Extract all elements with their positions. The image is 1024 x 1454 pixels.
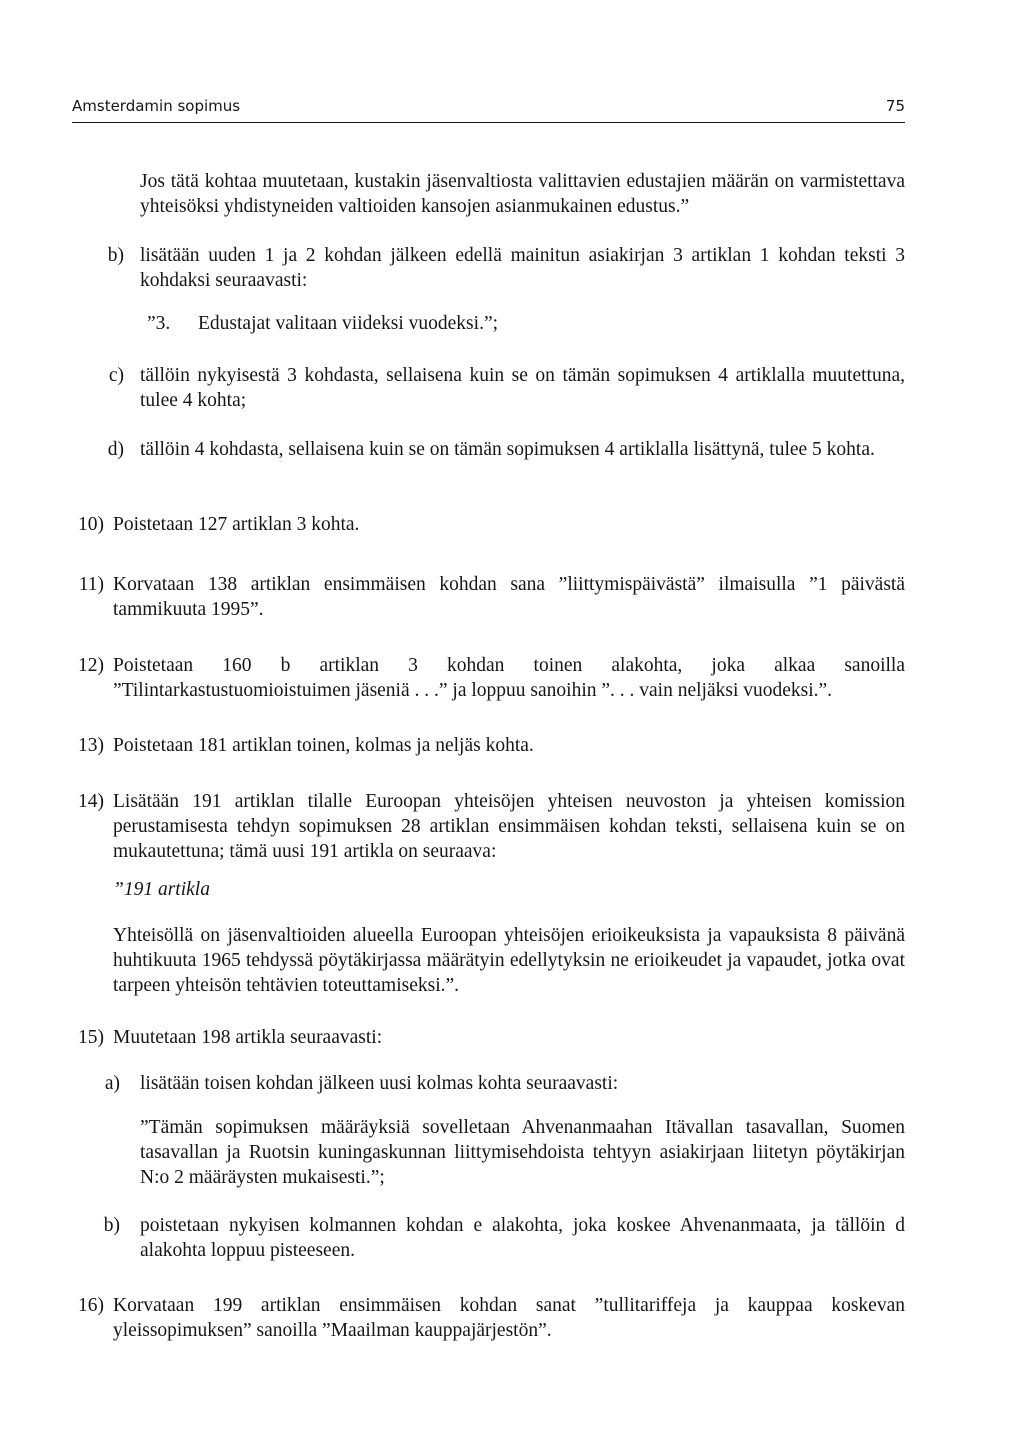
item-12-text: Poistetaan 160 b artiklan 3 kohdan toinen alakohta, joka alkaa sanoilla ”Tilintarkastustuomioistuimen jäseniä . . .” ja loppuu sanoihin ”. . . vain neljäksi vuodeksi.”. bbox=[113, 655, 905, 701]
item-12-number: 12) bbox=[78, 655, 104, 676]
item-11-text: Korvataan 138 artiklan ensimmäisen kohdan sana ”liittymispäivästä” ilmaisulla ”1 päivästä tammikuuta 1995”. bbox=[113, 574, 905, 620]
item-15b-text: poistetaan nykyisen kolmannen kohdan e alakohta, joka koskee Ahvenanmaata, ja tällöin d alakohta loppuu pisteeseen. bbox=[140, 1215, 905, 1261]
item-13-text: Poistetaan 181 artiklan toinen, kolmas ja neljäs kohta. bbox=[113, 735, 534, 756]
item-13-number: 13) bbox=[78, 735, 104, 756]
running-title: Amsterdamin sopimus bbox=[72, 97, 241, 115]
article-text: Yhteisöllä on jäsenvaltioiden alueella Euroopan yhteisöjen erioikeuksista ja vapauksista 8 päivänä huhtikuuta 1965 tehdyssä pöytäkirjassa määrätyin edellytyksin ne erioikeudet ja vapaudet, jotka ovat tarpeen yhteisön tehtävien toteuttamiseksi.”. bbox=[113, 925, 905, 996]
item-9d-marker: d) bbox=[107, 439, 124, 460]
item-9b-text: lisätään uuden 1 ja 2 kohdan jälkeen edellä mainitun asiakirjan 3 artiklan 1 kohdan teksti 3 kohdaksi seuraavasti: bbox=[140, 245, 905, 291]
item-15-number: 15) bbox=[78, 1027, 104, 1048]
article-heading: ”191 artikla bbox=[113, 879, 210, 900]
item-16-text: Korvataan 199 artiklan ensimmäisen kohdan sanat ”tullitariffeja ja kauppaa koskevan yleissopimuksen” sanoilla ”Maailman kauppajärjestön”. bbox=[113, 1295, 905, 1341]
item-9d-text: tällöin 4 kohdasta, sellaisena kuin se on tämän sopimuksen 4 artiklalla lisättynä, tulee 5 kohta. bbox=[140, 439, 875, 460]
page-number: 75 bbox=[885, 97, 905, 115]
item-9c-text: tällöin nykyisestä 3 kohdasta, sellaisena kuin se on tämän sopimuksen 4 artiklalla muutettuna, tulee 4 kohta; bbox=[140, 365, 905, 411]
item-14-number: 14) bbox=[78, 791, 104, 812]
item-11-number: 11) bbox=[78, 574, 104, 595]
page-header bbox=[72, 94, 905, 123]
item-9c-marker: c) bbox=[108, 365, 124, 386]
item-14-text: Lisätään 191 artiklan tilalle Euroopan yhteisöjen yhteisen neuvoston ja yhteisen komission perustamisesta tehdyn sopimuksen 28 artiklan ensimmäisen kohdan teksti, sellaisena kuin se on mukautettuna; tämä uusi 191 artikla on seuraava: bbox=[113, 791, 905, 862]
item-15a-text: lisätään toisen kohdan jälkeen uusi kolmas kohta seuraavasti: bbox=[140, 1073, 619, 1094]
item-10-text: Poistetaan 127 artiklan 3 kohta. bbox=[113, 514, 360, 535]
item-15a-marker: a) bbox=[104, 1073, 120, 1094]
item-10-number: 10) bbox=[78, 514, 104, 535]
quoted-paragraph-text: Edustajat valitaan viideksi vuodeksi.”; bbox=[198, 313, 499, 334]
item-15b-marker: b) bbox=[103, 1215, 120, 1236]
item-15-text: Muutetaan 198 artikla seuraavasti: bbox=[113, 1027, 383, 1048]
item-16-number: 16) bbox=[78, 1295, 104, 1316]
quoted-paragraph-aland: ”Tämän sopimuksen määräyksiä sovelletaan Ahvenanmaahan Itävallan tasavallan, Suomen tasavallan ja Ruotsin kuningaskunnan liittymisehdoista tehtyyn asiakirjaan liitetyn pöytäkirjan N:o 2 määräysten mukaisesti.”; bbox=[140, 1117, 905, 1188]
item-9b-marker: b) bbox=[107, 245, 124, 266]
quoted-paragraph-number: ”3. bbox=[147, 313, 171, 334]
intro-paragraph: Jos tätä kohtaa muutetaan, kustakin jäsenvaltiosta valittavien edustajien määrän on varmistettava yhteisöksi yhdistyneiden valtioiden kansojen asianmukainen edustus.” bbox=[140, 171, 905, 217]
